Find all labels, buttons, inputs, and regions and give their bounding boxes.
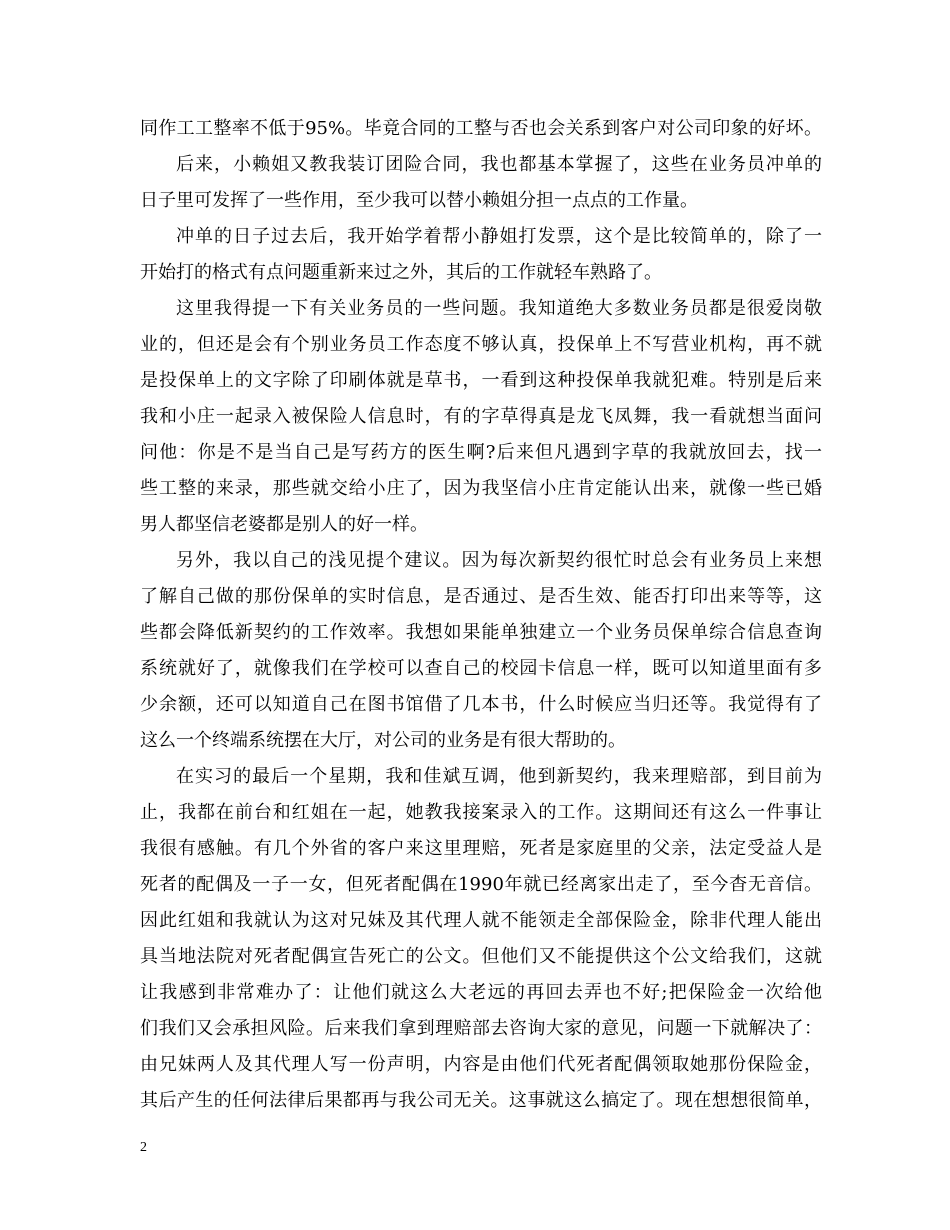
text-line: 些都会降低新契约的工作效率。我想如果能单独建立一个业务员保单综合信息查询 (140, 622, 822, 643)
text-line: 在实习的最后一个星期，我和佳斌互调，他到新契约，我来理赔部，到目前为 (176, 766, 822, 787)
text-line: 男人都坚信老婆都是别人的好一样。 (140, 514, 428, 535)
text-line: 死者的配偶及一子一女，但死者配偶在1990年就已经离家出走了，至今杳无音信。 (140, 874, 822, 895)
text-line: 日子里可发挥了一些作用，至少我可以替小赖姐分担一点点的工作量。 (140, 190, 698, 211)
text-line: 因此红姐和我就认为这对兄妹及其代理人就不能领走全部保险金，除非代理人能出 (140, 910, 822, 931)
text-line: 们我们又会承担风险。后来我们拿到理赔部去咨询大家的意见，问题一下就解决了： (140, 1018, 822, 1039)
text-line: 冲单的日子过去后，我开始学着帮小静姐打发票，这个是比较简单的，除了一 (176, 226, 822, 247)
text-line: 业的，但还是会有个别业务员工作态度不够认真，投保单上不写营业机构，再不就 (140, 334, 822, 355)
text-line: 了解自己做的那份保单的实时信息，是否通过、是否生效、能否打印出来等等，这 (140, 586, 822, 607)
body-text (140, 111, 822, 1119)
text-line: 些工整的来录，那些就交给小庄了，因为我坚信小庄肯定能认出来，就像一些已婚 (140, 478, 822, 499)
text-line: 是投保单上的文字除了印刷体就是草书，一看到这种投保单我就犯难。特别是后来 (140, 370, 822, 391)
text-line: 我和小庄一起录入被保险人信息时，有的字草得真是龙飞凤舞，我一看就想当面问 (140, 406, 822, 427)
text-line: 具当地法院对死者配偶宣告死亡的公文。但他们又不能提供这个公文给我们，这就 (140, 946, 822, 967)
text-line: 其后产生的任何法律后果都再与我公司无关。这事就这么搞定了。现在想想很简单， (140, 1090, 822, 1111)
text-line: 这里我得提一下有关业务员的一些问题。我知道绝大多数业务员都是很爱岗敬 (176, 298, 822, 319)
text-line: 让我感到非常难办了：让他们就这么大老远的再回去弄也不好;把保险金一次给他 (140, 982, 822, 1003)
text-line: 止，我都在前台和红姐在一起，她教我接案录入的工作。这期间还有这么一件事让 (140, 802, 822, 823)
text-line: 系统就好了，就像我们在学校可以查自己的校园卡信息一样，既可以知道里面有多 (140, 658, 822, 679)
text-line: 另外，我以自己的浅见提个建议。因为每次新契约很忙时总会有业务员上来想 (176, 550, 822, 571)
text-line: 少余额，还可以知道自己在图书馆借了几本书，什么时候应当归还等。我觉得有了 (140, 694, 822, 715)
text-line: 问他：你是不是当自己是写药方的医生啊?后来但凡遇到字草的我就放回去，找一 (140, 442, 822, 463)
text-line: 我很有感触。有几个外省的客户来这里理赔，死者是家庭里的父亲，法定受益人是 (140, 838, 822, 859)
text-line: 后来，小赖姐又教我装订团险合同，我也都基本掌握了，这些在业务员冲单的 (176, 154, 822, 175)
page-number: 2 (140, 1140, 147, 1155)
text-line: 同作工工整率不低于95%。毕竟合同的工整与否也会关系到客户对公司印象的好坏。 (140, 118, 822, 139)
text-line: 这么一个终端系统摆在大厅，对公司的业务是有很大帮助的。 (140, 730, 626, 751)
text-line: 由兄妹两人及其代理人写一份声明，内容是由他们代死者配偶领取她那份保险金， (140, 1054, 822, 1075)
text-line: 开始打的格式有点问题重新来过之外，其后的工作就轻车熟路了。 (140, 262, 662, 283)
